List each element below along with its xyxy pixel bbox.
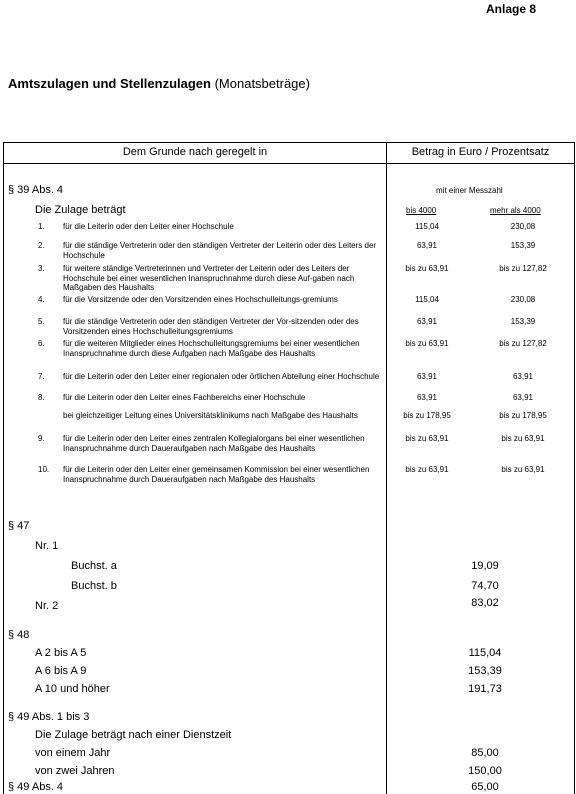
s47-nr2: Nr. 2 [35,600,59,612]
s39-messzahl: mit einer Messzahl [436,186,503,195]
s48-row-2-value: 153,39 [468,665,502,677]
s39-item-value-b: 230,08 [510,295,536,304]
s39-item-text: für die Leiterin oder den Leiter einer Hochschule [63,222,234,231]
s39-item-text: für die weiteren Mitglieder eines Hochschulleitungsgremiums bei einer wesentlichen Inanspruchnahme durch diese Aufgaben nach Maßgabe des Haushalts [63,339,360,358]
s39-item-value-b: 63,91 [512,372,534,381]
s48-row-2-label: A 6 bis A 9 [35,665,87,677]
s39-item-text: für die Leiterin oder den Leiter eines zentralen Kollegialorgans bei einer wesentlichen Inanspruchnahme durch Daueraufgaben nach Maßgabe des Haushalts [63,434,365,453]
s47-label: § 47 [8,520,30,532]
s49-row-2-label: von zwei Jahren [35,765,115,777]
s39-item-value-a: 63,91 [416,317,438,326]
page-title [8,76,310,91]
s47-buchst-b-value: 74,70 [471,580,499,592]
s39-item-text: für die ständige Vertreterin oder den ständigen Vertreter der Vor-sitzenden oder des Vorsitzenden eines Hochschulleitungsgremiums [63,317,359,336]
s47-buchst-a: Buchst. a [71,560,117,572]
allowance-table [3,142,575,794]
s49-label: § 49 Abs. 1 bis 3 [8,711,90,723]
s39-item-text: für die Leiterin oder den Leiter einer gemeinsamen Kommission bei einer wesentlichen Inanspruchnahme durch Daueraufgaben nach Maßgabe des Haushalts [63,465,370,484]
s48-row-3-label: A 10 und höher [35,683,110,695]
s49-intro: Die Zulage beträgt nach einer Dienstzeit [35,729,232,741]
s39-item-value-a: bis zu 63,91 [405,434,449,443]
s39-item-value-a: 63,91 [416,241,438,250]
s39-item-value-a: bis zu 63,91 [405,339,449,348]
s49-abs4-label: § 49 Abs. 4 [8,781,64,793]
s39-item-value-b: bis zu 63,91 [501,465,545,474]
s39-item-text: für die Vorsitzende oder den Vorsitzenden eines Hochschulleitungs-gremiums [63,295,338,304]
title-bold: Amtszulagen und Stellenzulagen [8,76,211,91]
s39-item-value-b: bis zu 127,82 [499,339,547,348]
s39-intro: Die Zulage beträgt [35,204,126,216]
col1-header: Dem Grunde nach geregelt in [122,146,268,158]
anlage-label: Anlage 8 [486,2,537,16]
header-divider [4,163,574,164]
s39-item-value-b: 153,39 [510,241,536,250]
s39-item-number: 2. [38,241,45,250]
s39-item-value-a: bis zu 63,91 [405,264,449,273]
s39-item-text: für die Leiterin oder den Leiter eines Fachbereichs einer Hochschule [63,393,306,402]
s39-item-number: 4. [38,295,45,304]
s39-item-value-b: bis zu 63,91 [501,434,545,443]
s48-row-1-label: A 2 bis A 5 [35,647,87,659]
s39-item-value-a: bis zu 178,95 [403,411,451,420]
s39-item-number: 8. [38,393,45,402]
s49-abs4-value: 65,00 [471,781,499,793]
s49-row-2-value: 150,00 [468,765,502,777]
s39-item-value-a: bis zu 63,91 [405,465,449,474]
s39-item-number: 9. [38,434,45,443]
s39-label: § 39 Abs. 4 [8,184,64,196]
s39-item-text: für die Leiterin oder den Leiter einer regionalen oder örtlichen Abteilung einer Hochschule [63,372,380,381]
s48-row-1-value: 115,04 [468,647,502,659]
s39-item-value-a: 115,04 [415,222,439,231]
title-normal: (Monatsbeträge) [214,76,310,91]
s39-item-text: für weitere ständige Vertreterinnen und Vertreter der Leiterin oder des Leiters der Hochschule bei einer wesentlichen Inanspruchnahme durch diese Auf-gaben nach Maßgaben des Haushalts [63,264,355,293]
s39-item-value-b: 153,39 [510,317,536,326]
s39-item-value-a: 115,04 [415,295,439,304]
s47-nr2-value: 83,02 [471,597,499,609]
s47-nr1: Nr. 1 [35,540,59,552]
s39-item-number: 5. [38,317,45,326]
s39-item-value-b: 63,91 [512,393,534,402]
s48-row-3-value: 191,73 [468,683,502,695]
col2-header: Betrag in Euro / Prozentsatz [411,146,550,158]
s39-item-number: 10. [38,465,50,474]
s39-item-text: bei gleichzeitiger Leitung eines Universitätsklinikums nach Maßgabe des Haushalts [63,411,358,420]
s39-item-number: 7. [38,372,45,381]
s39-item-value-b: bis zu 178,95 [499,411,547,420]
s39-item-number: 3. [38,264,45,273]
s39-item-value-a: 63,91 [416,393,438,402]
s39-item-value-b: 230,08 [510,222,536,231]
s47-buchst-a-value: 19,09 [471,560,499,572]
s39-item-text: für die ständige Vertreterin oder den ständigen Vertreter der Leiterin oder des Leiters der Hochschule [63,241,377,260]
s39-col-b: mehr als 4000 [490,206,541,215]
s49-row-1-value: 85,00 [471,747,499,759]
s39-item-number: 1. [38,222,45,231]
s48-label: § 48 [8,629,30,641]
s39-item-value-b: bis zu 127,82 [499,264,547,273]
s39-col-a: bis 4000 [406,206,437,215]
s39-item-number: 6. [38,339,45,348]
s47-buchst-b: Buchst. b [71,580,117,592]
s49-row-1-label: von einem Jahr [35,747,111,759]
s39-item-value-a: 63,91 [416,372,438,381]
